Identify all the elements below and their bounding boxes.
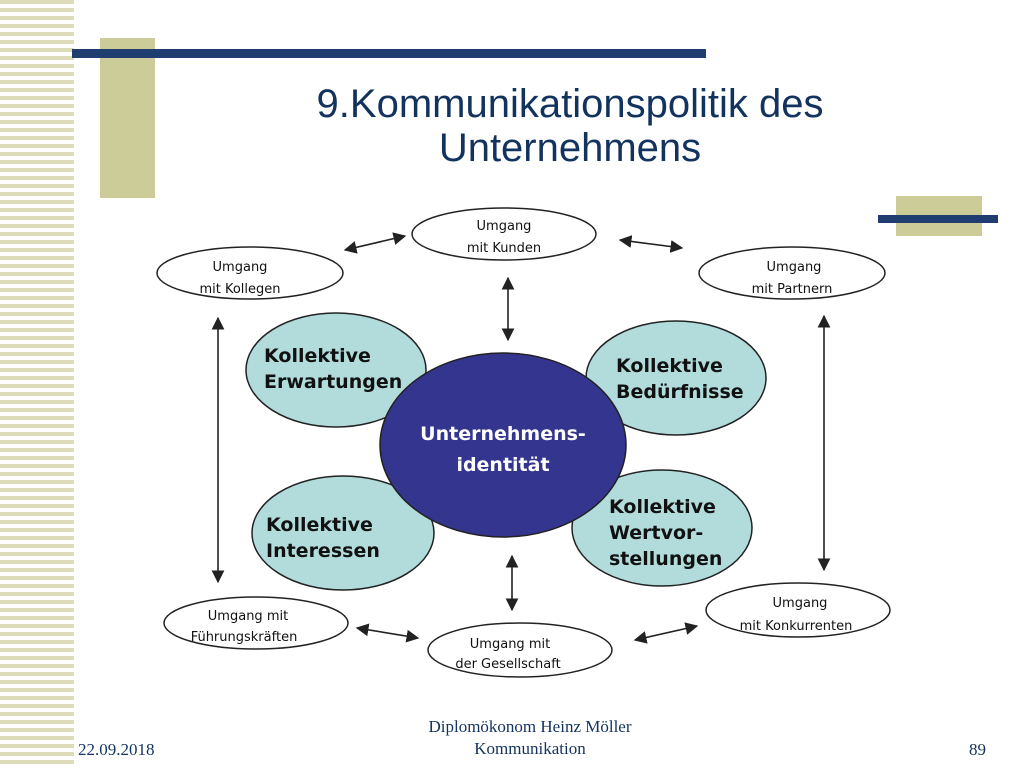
oval-umgang-kunden	[412, 208, 596, 260]
oval-umgang-partnern	[699, 247, 885, 299]
petal-wertvorstellungen-line-1: Kollektive	[609, 496, 716, 518]
oval-fuehrung-line-1: Umgang mit	[207, 609, 289, 624]
oval-gesellschaft-line-2: der Gesellschaft	[455, 657, 561, 672]
oval-kunden-line-2: mit Kunden	[466, 241, 542, 256]
oval-konkurrenten-line-2: mit Konkurrenten	[739, 619, 853, 634]
petal-beduerfnisse-line-1: Kollektive	[616, 355, 723, 377]
oval-partnern-line-1: Umgang	[766, 260, 822, 275]
oval-gesellschaft-line-1: Umgang mit	[469, 637, 551, 652]
petal-wertvorstellungen-line-3: stellungen	[609, 548, 723, 570]
petal-interessen-line-2: Interessen	[266, 540, 380, 562]
footer-author	[380, 716, 680, 760]
oval-umgang-fuehrungskraeften	[164, 597, 348, 649]
core-line-2: identität	[456, 454, 550, 476]
core-line-1: Unternehmens-	[420, 423, 586, 445]
oval-kollegen-line-1: Umgang	[212, 260, 268, 275]
arrow-gesellschaft-konkurrenten	[635, 626, 697, 640]
oval-fuehrung-line-2: Führungskräften	[190, 630, 298, 645]
arrow-kunden-partnern	[620, 240, 682, 248]
oval-umgang-kollegen	[157, 247, 343, 299]
arrow-fuehrung-gesellschaft	[357, 628, 418, 638]
petal-erwartungen-line-2: Erwartungen	[264, 371, 403, 393]
arrow-kollegen-kunden	[345, 236, 405, 250]
oval-umgang-konkurrenten	[706, 583, 890, 637]
oval-kunden-line-1: Umgang	[476, 219, 532, 234]
petal-beduerfnisse-line-2: Bedürfnisse	[616, 381, 744, 403]
slide-title-line-1: 9.Kommunikationspolitik des	[316, 82, 824, 126]
petal-wertvorstellungen-line-2: Wertvor-	[609, 522, 704, 544]
footer-author-name: Diplomökonom Heinz Möller	[428, 717, 632, 736]
slide-title-line-2: Unternehmens	[438, 126, 702, 170]
footer-date: 22.09.2018	[78, 740, 155, 759]
core-unternehmensidentitaet	[380, 353, 626, 537]
page-number: 89	[969, 740, 986, 759]
oval-partnern-line-2: mit Partnern	[751, 282, 833, 297]
footer-topic: Kommunikation	[474, 739, 586, 758]
petal-interessen-line-1: Kollektive	[266, 514, 373, 536]
oval-konkurrenten-line-1: Umgang	[772, 596, 828, 611]
oval-kollegen-line-2: mit Kollegen	[199, 282, 281, 297]
petal-erwartungen-line-1: Kollektive	[264, 345, 371, 367]
oval-umgang-gesellschaft	[428, 623, 612, 677]
